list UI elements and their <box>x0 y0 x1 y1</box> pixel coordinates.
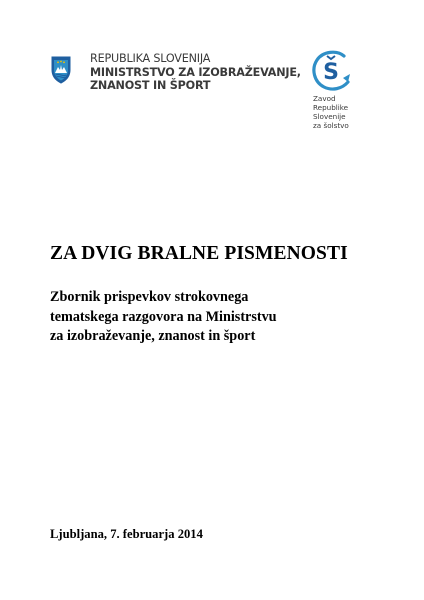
subtitle-line: za izobraževanje, znanost in šport <box>50 328 256 344</box>
ministry-line-3: ZNANOST IN ŠPORT <box>90 79 211 92</box>
subtitle-line: tematskega razgovora na Ministrstvu <box>50 308 277 325</box>
zavod-s-logo-icon <box>309 50 355 92</box>
ministry-logo-block <box>50 52 301 102</box>
zavod-line-3: Slovenije <box>313 112 346 121</box>
ministry-line-2: MINISTRSTVO ZA IZOBRAŽEVANJE, <box>90 65 301 79</box>
zavod-logo-block <box>305 50 365 134</box>
slovenian-coat-of-arms-icon <box>50 56 72 84</box>
zavod-name <box>313 94 349 130</box>
ministry-line-1: REPUBLIKA SLOVENIJA <box>90 52 211 65</box>
zavod-line-2: Republike <box>313 103 349 112</box>
document-title: ZA DVIG BRALNE PISMENOSTI <box>50 243 348 264</box>
subtitle-line: Zbornik prispevkov strokovnega <box>50 289 249 305</box>
svg-text:S: S <box>323 60 339 85</box>
ministry-name <box>90 52 301 93</box>
zavod-line-1: Zavod <box>313 94 336 103</box>
place-and-date: Ljubljana, 7. februarja 2014 <box>50 527 203 541</box>
zavod-line-4: za šolstvo <box>313 121 349 130</box>
document-subtitle <box>50 288 350 347</box>
